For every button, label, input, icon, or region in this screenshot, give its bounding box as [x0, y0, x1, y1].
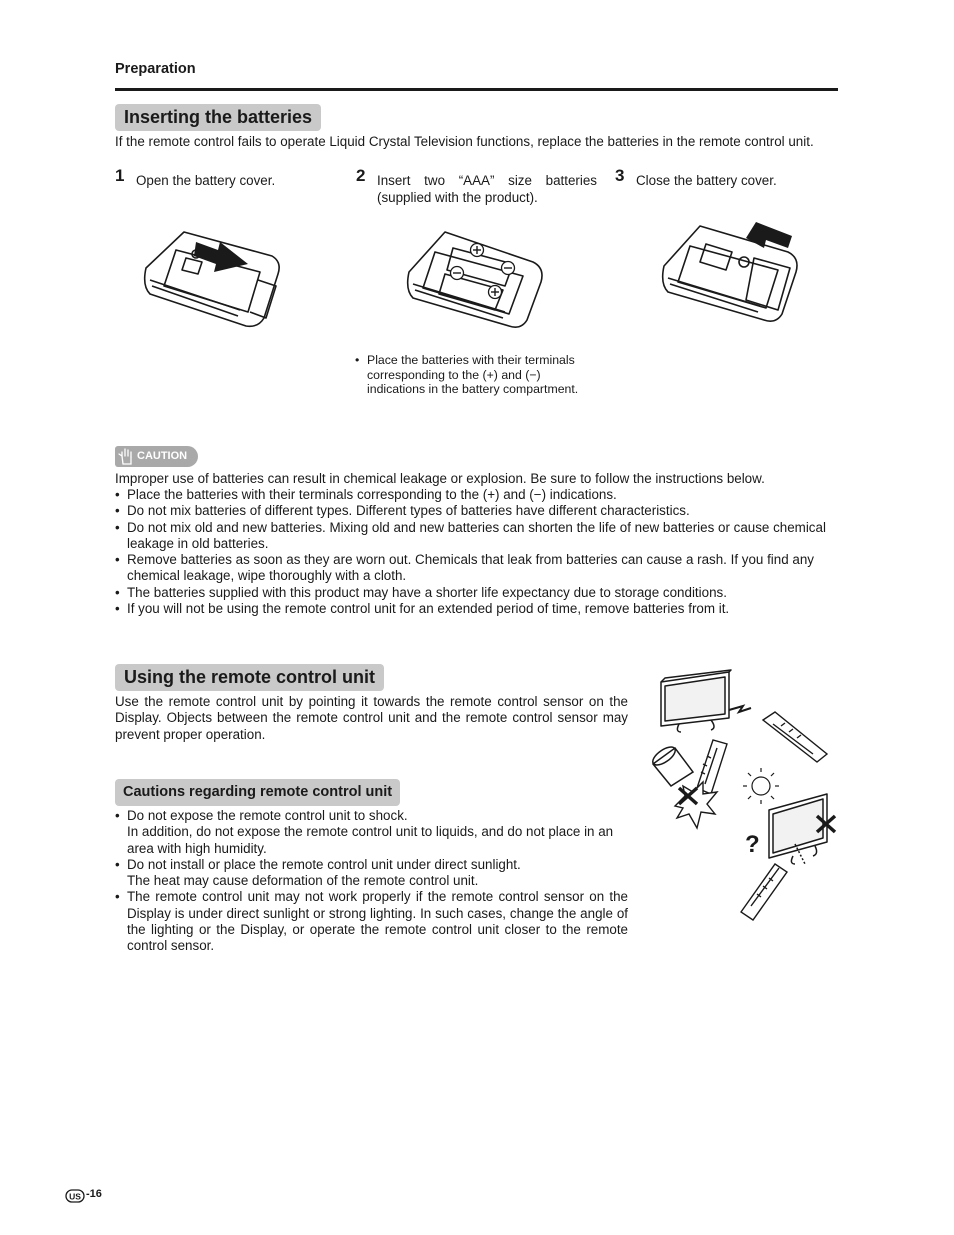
step-3-number: 3 — [615, 166, 625, 185]
remote-close-cover-illustration — [660, 218, 805, 328]
caution-item: • The batteries supplied with this product may have a shorter life expectancy due to storage conditions. — [115, 585, 838, 601]
remote-caution-item — [115, 857, 628, 890]
hand-icon — [118, 447, 136, 466]
step-3-text: Close the battery cover. — [636, 173, 777, 188]
caution-badge — [115, 446, 198, 467]
caution-intro: Improper use of batteries can result in chemical leakage or explosion. Be sure to follow the instructions below. — [115, 471, 765, 486]
remote-intro: Use the remote control unit by pointing it towards the remote control sensor on the Display. Objects between the remote control unit and the remote control sensor may prevent proper operation. — [115, 694, 628, 742]
section-label: Preparation — [115, 61, 196, 77]
step-2-text: Insert two “AAA” size batteries (supplied with the product). — [377, 173, 597, 205]
remote-caution-continuation: The heat may cause deformation of the remote control unit. — [127, 873, 479, 889]
battery-polarity-note — [355, 353, 597, 397]
remote-usage-illustration — [645, 668, 845, 928]
remote-caution-line: Do not expose the remote control unit to shock. — [127, 808, 408, 823]
remote-batteries-illustration — [405, 226, 550, 331]
remote-caution-item — [115, 889, 628, 954]
remote-caution-line: Do not install or place the remote control unit under direct sunlight. — [127, 856, 521, 872]
header-rule — [115, 88, 838, 91]
caution-item: • Do not mix batteries of different types. Different types of batteries have different characteristics. — [115, 503, 838, 519]
step-1-number: 1 — [115, 166, 125, 185]
question-mark: ? — [745, 831, 760, 858]
step-1-text: Open the battery cover. — [136, 173, 276, 188]
caution-list — [115, 487, 838, 617]
remote-heading: Using the remote control unit — [115, 664, 384, 691]
caution-item: • Do not mix old and new batteries. Mixing old and new batteries can shorten the life of new batteries or cause chemical leakage in old batteries. — [115, 520, 838, 553]
remote-caution-continuation: In addition, do not expose the remote control unit to liquids, and do not place in an area with high humidity. — [127, 824, 614, 856]
page-number: -16 — [86, 1188, 102, 1200]
caution-item: • Place the batteries with their terminals corresponding to the (+) and (−) indications. — [115, 487, 838, 503]
remote-cautions-list — [115, 808, 628, 955]
region-code: US — [69, 1191, 81, 1202]
batteries-intro: If the remote control fails to operate Liquid Crystal Television functions, replace the batteries in the remote control unit. — [115, 134, 814, 149]
step-2-number: 2 — [356, 166, 366, 185]
remote-caution-line: The remote control unit may not work properly if the remote control sensor on the Display is under direct sunlight or strong lighting. In such cases, change the angle of the lighting or the Display, or operate the remote control unit closer to the remote control sensor. — [127, 889, 628, 954]
caution-item: • If you will not be using the remote control unit for an extended period of time, remove batteries from it. — [115, 601, 838, 617]
caution-item: • Remove batteries as soon as they are worn out. Chemicals that leak from batteries can cause a rash. If you find any chemical leakage, wipe thoroughly with a cloth. — [115, 552, 838, 585]
remote-caution-item — [115, 808, 628, 857]
remote-cautions-subheading: Cautions regarding remote control unit — [115, 779, 400, 806]
remote-open-cover-illustration — [140, 220, 290, 332]
region-badge — [65, 1189, 85, 1203]
batteries-heading: Inserting the batteries — [115, 104, 321, 131]
battery-polarity-note-text: • Place the batteries with their terminals corresponding to the (+) and (−) indications in the battery compartment. — [355, 353, 597, 397]
caution-label: CAUTION — [137, 450, 188, 462]
